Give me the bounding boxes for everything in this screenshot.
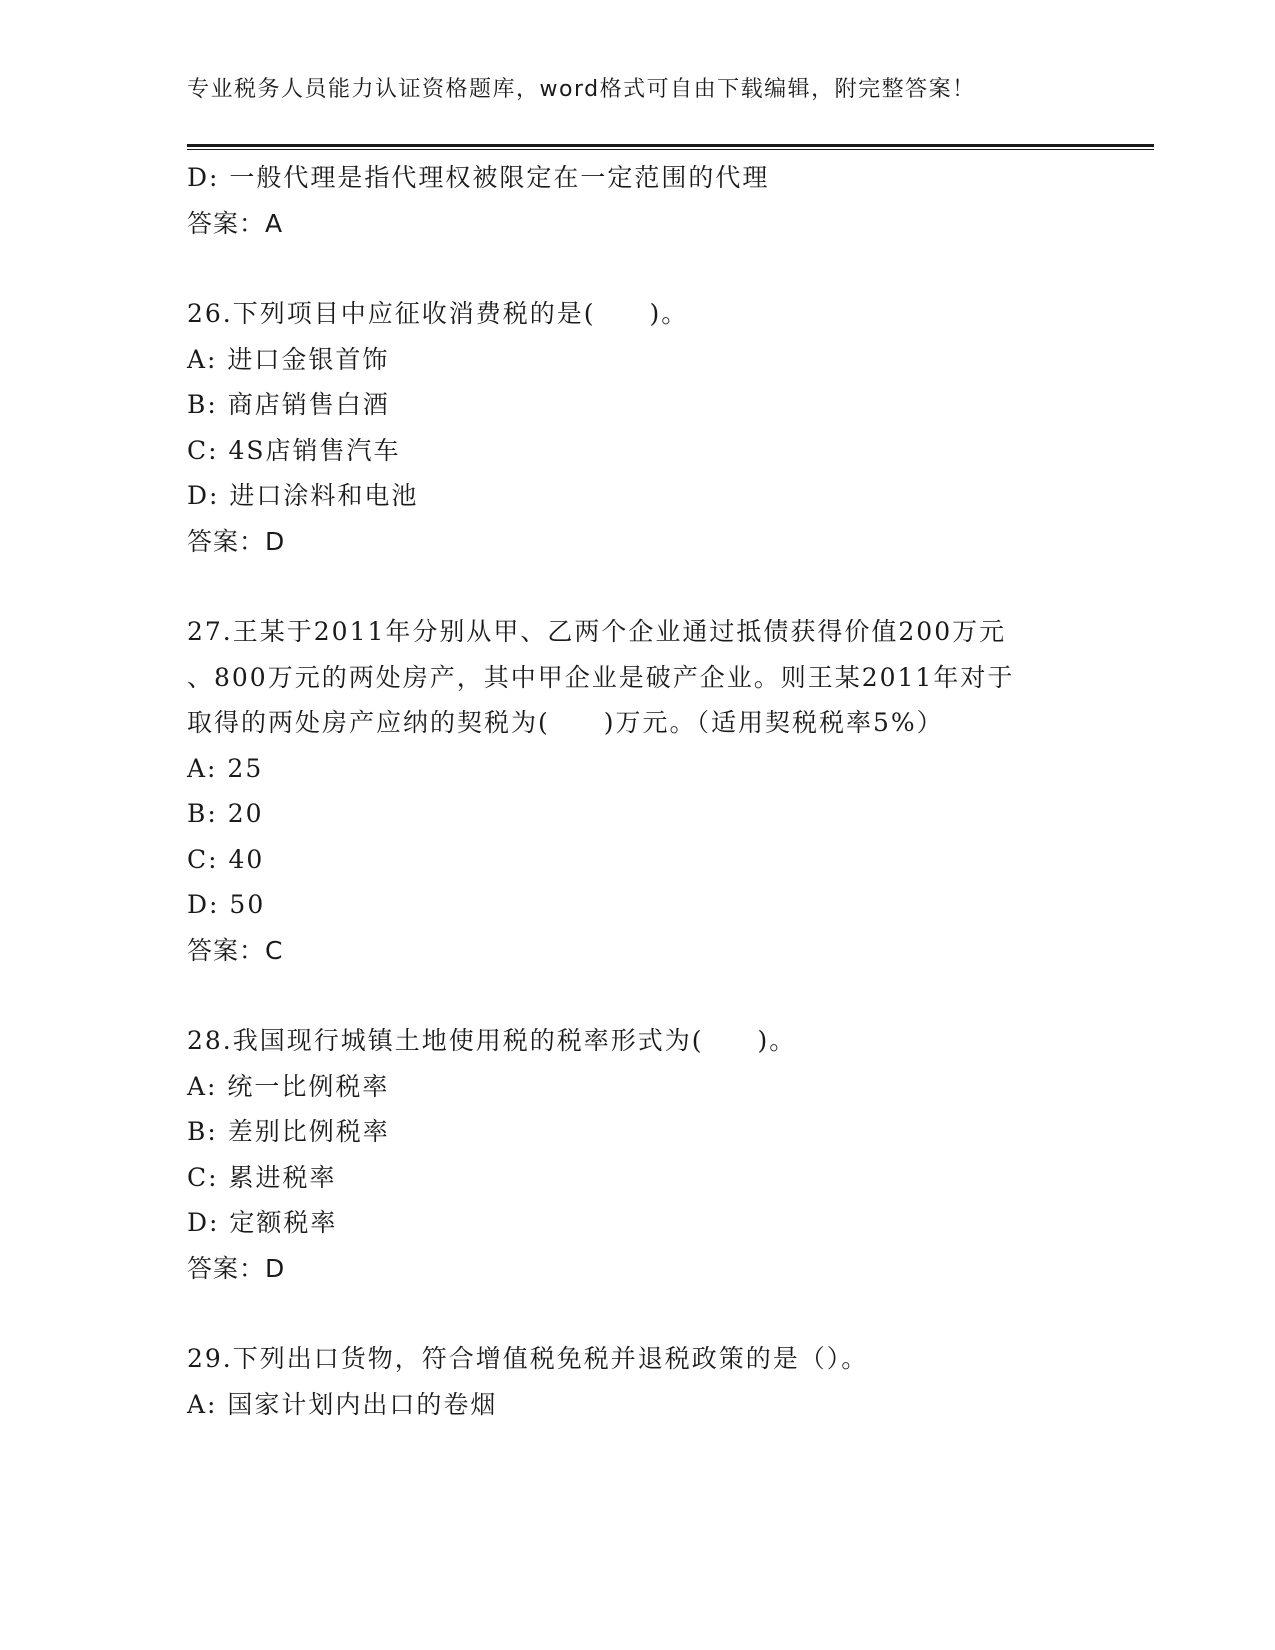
spacer [187, 1291, 1147, 1336]
question-28 [187, 1018, 1147, 1291]
question-stem [187, 1018, 1147, 1064]
answer: 答案：D [187, 526, 286, 556]
option-d: D: 进口涂料和电池 [187, 481, 419, 510]
question-26 [187, 291, 1147, 564]
page-header: 专业税务人员能力认证资格题库，word格式可自由下载编辑，附完整答案！ [187, 77, 976, 102]
spacer [187, 564, 1147, 609]
option-a: A: 25 [187, 753, 264, 783]
stem-line: 26.下列项目中应征收消费税的是( )。 [187, 299, 689, 328]
option-d: D: 50 [187, 890, 266, 919]
stem-line: 取得的两处房产应纳的契税为( )万元。（适用契税税率5%） [187, 708, 944, 737]
question-stem [187, 1336, 1147, 1382]
question-stem [187, 291, 1147, 337]
option-b: B: 差别比例税率 [187, 1117, 390, 1146]
spacer [187, 246, 1147, 291]
question-29 [187, 1336, 1147, 1427]
stem-line: 27.王某于2011年分别从甲、乙两个企业通过抵债获得价值200万元 [187, 617, 1007, 646]
answer: 答案：C [187, 935, 284, 965]
stem-line: 28.我国现行城镇土地使用税的税率形式为( )。 [187, 1026, 797, 1055]
option-c: C: 4S店销售汽车 [187, 435, 401, 465]
option-a: A: 国家计划内出口的卷烟 [187, 1389, 498, 1419]
answer: 答案：D [187, 1253, 286, 1283]
question-27 [187, 609, 1147, 973]
option-b: B: 20 [187, 799, 264, 828]
option-d-prev: D: 一般代理是指代理权被限定在一定范围的代理 [187, 163, 770, 192]
stem-line: 、800万元的两处房产，其中甲企业是破产企业。则王某2011年对于 [187, 662, 1015, 692]
option-c: C: 累进税率 [187, 1162, 337, 1192]
option-c: C: 40 [187, 844, 265, 874]
option-d: D: 定额税率 [187, 1208, 338, 1237]
document-body [187, 155, 1147, 1427]
stem-line: 29.下列出口货物，符合增值税免税并退税政策的是（）。 [187, 1344, 869, 1373]
question-stem [187, 609, 1147, 746]
answer-prev: 答案：A [187, 208, 284, 238]
option-a: A: 统一比例税率 [187, 1071, 390, 1101]
header-divider [187, 144, 1154, 150]
spacer [187, 973, 1147, 1018]
option-b: B: 商店销售白酒 [187, 390, 390, 419]
option-a: A: 进口金银首饰 [187, 344, 390, 374]
